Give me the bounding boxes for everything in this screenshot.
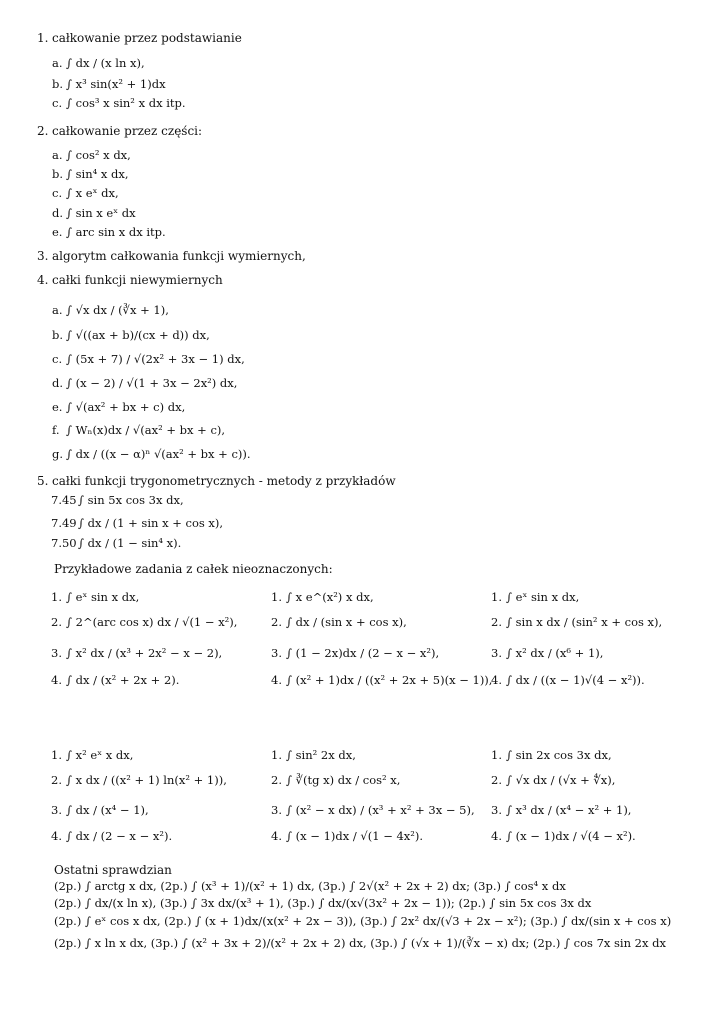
example-number: 4. — [491, 673, 502, 687]
example-number: 3. — [271, 646, 282, 660]
integral-expression: ∫ sin 5x cos 3x dx, — [78, 493, 184, 507]
example-number: 2. — [271, 773, 282, 787]
example-expression: ∫ (x − 1)dx / √(1 − 4x²). — [286, 829, 424, 843]
example-expression: ∫ sin x dx / (sin² x + cos x), — [506, 615, 663, 629]
integral-expression: ∫ sin x eˣ dx — [66, 206, 136, 220]
example-expression: ∫ sin² 2x dx, — [286, 748, 356, 762]
example-expression: ∫ dx / (x⁴ − 1), — [66, 803, 149, 817]
integral-expression: ∫ arc sin x dx itp. — [66, 225, 166, 239]
item-label: b. — [52, 167, 64, 181]
section-title: całki funkcji niewymiernych — [52, 273, 223, 287]
example-number: 3. — [491, 803, 502, 817]
example-number: 2. — [51, 773, 62, 787]
item-label: a. — [52, 303, 63, 317]
examples-heading: Przykładowe zadania z całek nieoznaczonych: — [54, 562, 333, 576]
example-expression: ∫ dx / (2 − x − x²). — [66, 829, 173, 843]
example-expression: ∫ x dx / ((x² + 1) ln(x² + 1)), — [66, 773, 227, 787]
integral-expression: ∫ √((ax + b)/(cx + d)) dx, — [66, 328, 210, 342]
example-number: 2. — [271, 615, 282, 629]
example-number: 3. — [271, 803, 282, 817]
example-expression: ∫ (1 − 2x)dx / (2 − x − x²), — [286, 646, 440, 660]
section-number: 2. — [37, 124, 49, 138]
section-title: całkowanie przez podstawianie — [52, 31, 242, 45]
item-label: b. — [52, 328, 64, 342]
example-number: 4. — [51, 673, 62, 687]
item-label: c. — [52, 96, 63, 110]
integral-expression: ∫ Wₙ(x)dx / √(ax² + bx + c), — [66, 423, 226, 437]
item-label: 7.45 — [51, 493, 77, 507]
example-expression: ∫ (x − 1)dx / √(4 − x²). — [506, 829, 636, 843]
final-task-line: (2p.) ∫ arctg x dx, (2p.) ∫ (x³ + 1)/(x² + 1) dx, (3p.) ∫ 2√(x² + 2x + 2) dx; (3p.) ∫ cos⁴ x dx — [54, 879, 566, 893]
item-label: a. — [52, 148, 63, 162]
example-expression: ∫ (x² + 1)dx / ((x² + 2x + 5)(x − 1)), — [286, 673, 493, 687]
integral-expression: ∫ dx / (x ln x), — [66, 56, 145, 70]
example-number: 1. — [51, 748, 62, 762]
example-number: 1. — [271, 590, 282, 604]
example-expression: ∫ x² dx / (x³ + 2x² − x − 2), — [66, 646, 223, 660]
item-label: c. — [52, 186, 63, 200]
integral-expression: ∫ dx / (1 − sin⁴ x). — [78, 536, 182, 550]
example-number: 1. — [51, 590, 62, 604]
example-expression: ∫ x e^(x²) x dx, — [286, 590, 374, 604]
example-expression: ∫ dx / (x² + 2x + 2). — [66, 673, 180, 687]
final-task-line: (2p.) ∫ x ln x dx, (3p.) ∫ (x² + 3x + 2)/(x² + 2x + 2) dx, (3p.) ∫ (√x + 1)/(∛x − x) dx; (2p.) ∫ cos 7x sin 2x dx — [54, 936, 666, 950]
example-number: 4. — [271, 829, 282, 843]
item-label: f. — [52, 423, 60, 437]
section-number: 3. — [37, 249, 49, 263]
integral-expression: ∫ (x − 2) / √(1 + 3x − 2x²) dx, — [66, 376, 238, 390]
integral-expression: ∫ √(ax² + bx + c) dx, — [66, 400, 186, 414]
integral-expression: ∫ dx / ((x − α)ⁿ √(ax² + bx + c)). — [66, 447, 251, 461]
integral-expression: ∫ x³ sin(x² + 1)dx — [66, 77, 166, 91]
item-label: g. — [52, 447, 64, 461]
integral-expression: ∫ (5x + 7) / √(2x² + 3x − 1) dx, — [66, 352, 245, 366]
integral-expression: ∫ √x dx / (∛x + 1), — [66, 303, 169, 317]
example-number: 4. — [271, 673, 282, 687]
example-number: 1. — [271, 748, 282, 762]
example-number: 1. — [491, 748, 502, 762]
section-number: 4. — [37, 273, 49, 287]
example-number: 4. — [491, 829, 502, 843]
final-task-line: (2p.) ∫ dx/(x ln x), (3p.) ∫ 3x dx/(x³ + 1), (3p.) ∫ dx/(x√(3x² + 2x − 1)); (2p.) ∫ sin 5x cos 3x dx — [54, 896, 592, 910]
example-expression: ∫ x³ dx / (x⁴ − x² + 1), — [506, 803, 632, 817]
example-expression: ∫ sin 2x cos 3x dx, — [506, 748, 612, 762]
integral-expression: ∫ cos² x dx, — [66, 148, 131, 162]
example-expression: ∫ eˣ sin x dx, — [66, 590, 140, 604]
integral-expression: ∫ dx / (1 + sin x + cos x), — [78, 516, 224, 530]
item-label: b. — [52, 77, 64, 91]
item-label: e. — [52, 225, 63, 239]
example-expression: ∫ dx / ((x − 1)√(4 − x²)). — [506, 673, 645, 687]
example-expression: ∫ (x² − x dx) / (x³ + x² + 3x − 5), — [286, 803, 475, 817]
example-number: 1. — [491, 590, 502, 604]
final-heading: Ostatni sprawdzian — [54, 863, 172, 877]
example-expression: ∫ ∛(tg x) dx / cos² x, — [286, 773, 401, 787]
section-title: algorytm całkowania funkcji wymiernych, — [52, 249, 306, 263]
section-number: 5. — [37, 474, 49, 488]
example-expression: ∫ x² dx / (x⁶ + 1), — [506, 646, 604, 660]
example-number: 3. — [51, 646, 62, 660]
example-number: 2. — [51, 615, 62, 629]
item-label: 7.50 — [51, 536, 77, 550]
section-title: całki funkcji trygonometrycznych - metody z przykładów — [52, 474, 396, 488]
item-label: 7.49 — [51, 516, 77, 530]
integral-expression: ∫ cos³ x sin² x dx itp. — [66, 96, 186, 110]
example-number: 4. — [51, 829, 62, 843]
item-label: c. — [52, 352, 63, 366]
item-label: a. — [52, 56, 63, 70]
example-number: 2. — [491, 615, 502, 629]
final-task-line: (2p.) ∫ eˣ cos x dx, (2p.) ∫ (x + 1)dx/(x(x² + 2x − 3)), (3p.) ∫ 2x² dx/(√3 + 2x − x²); (3p.) ∫ dx/(sin x + cos x) — [54, 914, 672, 928]
example-number: 2. — [491, 773, 502, 787]
integral-expression: ∫ x eˣ dx, — [66, 186, 119, 200]
example-expression: ∫ 2^(arc cos x) dx / √(1 − x²), — [66, 615, 238, 629]
item-label: d. — [52, 376, 64, 390]
example-number: 3. — [51, 803, 62, 817]
item-label: e. — [52, 400, 63, 414]
example-expression: ∫ x² eˣ x dx, — [66, 748, 134, 762]
example-expression: ∫ √x dx / (√x + ∜x), — [506, 773, 616, 787]
item-label: d. — [52, 206, 64, 220]
section-number: 1. — [37, 31, 49, 45]
integral-expression: ∫ sin⁴ x dx, — [66, 167, 129, 181]
example-expression: ∫ eˣ sin x dx, — [506, 590, 580, 604]
example-number: 3. — [491, 646, 502, 660]
example-expression: ∫ dx / (sin x + cos x), — [286, 615, 407, 629]
section-title: całkowanie przez części: — [52, 124, 203, 138]
